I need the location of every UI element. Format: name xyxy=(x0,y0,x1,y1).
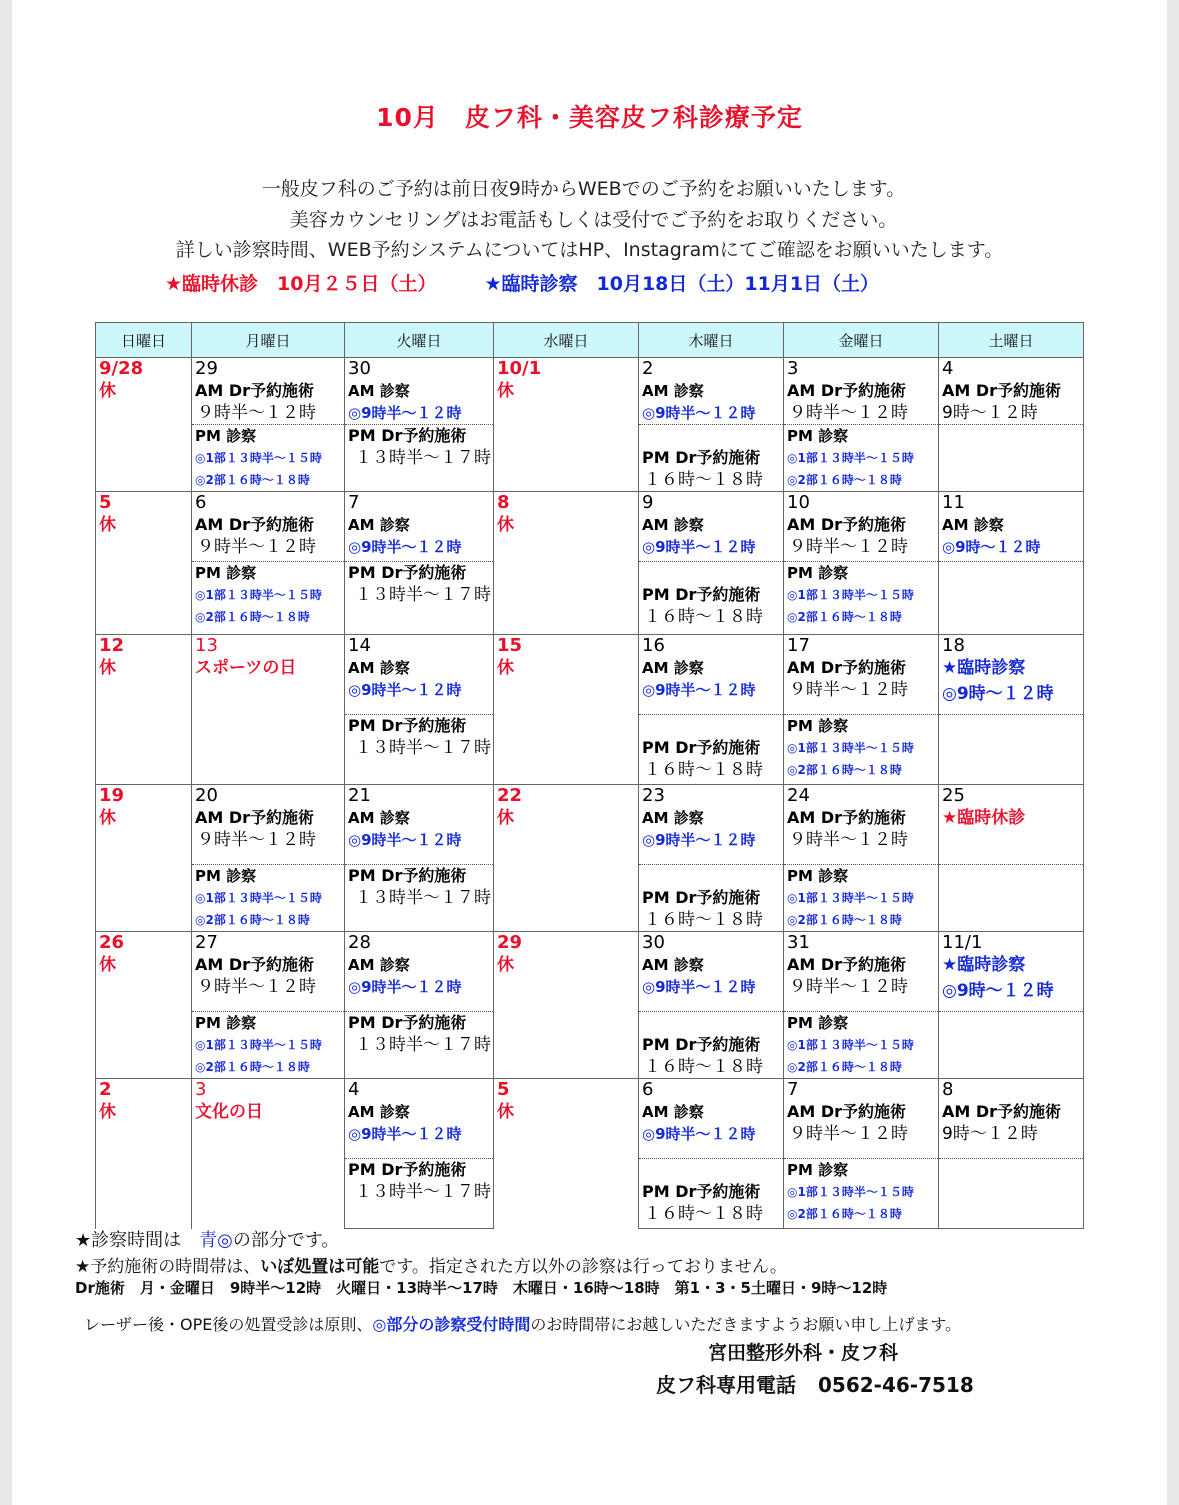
day-number: 14 xyxy=(348,635,371,656)
day-cell xyxy=(192,492,345,562)
pm-dr-time: １３時半～１７時 xyxy=(355,1035,491,1055)
pm-part1: ◎1部１３時半～１５時 xyxy=(787,891,914,905)
rinji-shinsatsu-label: ★臨時診察 xyxy=(942,658,1026,678)
day-cell xyxy=(494,1079,639,1229)
day-number: 10 xyxy=(787,492,810,513)
am-shinsatsu-label: AM 診察 xyxy=(348,659,410,677)
notice-web-booking: 一般皮フ科のご予約は前日夜9時からWEBでのご予約をお願いいたします。 xyxy=(261,178,906,200)
footer-text: の部分です。 xyxy=(232,1230,340,1251)
pm-dr-label: PM Dr予約施術 xyxy=(348,716,467,735)
footer-text: ★診察時間は xyxy=(75,1230,200,1251)
pm-shinsatsu-label: PM 診察 xyxy=(787,1161,849,1179)
pm-shinsatsu-label: PM 診察 xyxy=(195,427,257,445)
pm-dr-label: PM Dr予約施術 xyxy=(642,738,761,757)
day-number: 16 xyxy=(642,635,665,656)
pm-dr-label: PM Dr予約施術 xyxy=(348,1013,467,1032)
day-cell xyxy=(639,492,784,562)
pm-part1: ◎1部１３時半～１５時 xyxy=(195,1038,322,1052)
rinji-kyushin-label: ★臨時休診 xyxy=(942,808,1026,828)
day-cell xyxy=(96,492,192,635)
day-cell xyxy=(639,1159,784,1229)
day-number: 24 xyxy=(787,785,810,806)
closed-label: 休 xyxy=(99,1102,116,1122)
am-dr-label: AM Dr予約施術 xyxy=(195,515,315,534)
footer-blue-mark: 青◎ xyxy=(199,1230,233,1251)
day-cell xyxy=(494,635,639,785)
day-cell xyxy=(639,1079,784,1159)
holiday-label: 文化の日 xyxy=(195,1102,263,1122)
day-number: 11 xyxy=(942,492,965,513)
day-cell xyxy=(784,1012,939,1079)
week-row xyxy=(96,635,1084,715)
day-cell xyxy=(345,1159,494,1229)
day-cell xyxy=(192,865,345,932)
pm-dr-time: １６時～１８時 xyxy=(644,1204,763,1224)
day-cell xyxy=(639,715,784,785)
am-dr-label: AM Dr予約施術 xyxy=(787,658,907,677)
closed-label: 休 xyxy=(99,381,116,401)
closed-label: 休 xyxy=(99,808,116,828)
closed-label: 休 xyxy=(99,955,116,975)
day-cell xyxy=(96,932,192,1079)
am-shinsatsu-time: ◎9時半～１２時 xyxy=(348,831,462,849)
day-cell xyxy=(784,715,939,785)
pm-dr-time: １３時半～１７時 xyxy=(355,585,491,605)
day-cell xyxy=(96,358,192,492)
phone-label: 皮フ科専用電話 xyxy=(656,1373,796,1397)
day-cell xyxy=(639,785,784,865)
day-cell xyxy=(96,1079,192,1229)
day-cell xyxy=(784,785,939,865)
day-number: 3 xyxy=(195,1079,207,1100)
day-cell xyxy=(784,425,939,492)
pm-shinsatsu-label: PM 診察 xyxy=(787,1014,849,1032)
day-number: 4 xyxy=(942,358,954,379)
footer-text: です。指定された方以外の診察は行っておりません。 xyxy=(379,1257,787,1277)
am-dr-time: ９時半～１２時 xyxy=(197,977,316,997)
weekday-header xyxy=(96,323,1084,358)
pm-dr-time: １６時～１８時 xyxy=(644,607,763,627)
day-number: 20 xyxy=(195,785,218,806)
day-number: 29 xyxy=(497,932,523,953)
day-cell xyxy=(939,932,1084,1012)
notice-counseling: 美容カウンセリングはお電話もしくは受付でご予約をお取りください。 xyxy=(289,209,898,231)
pm-dr-time: １６時～１８時 xyxy=(644,1057,763,1077)
pm-dr-label: PM Dr予約施術 xyxy=(348,563,467,582)
day-cell xyxy=(192,425,345,492)
day-cell xyxy=(345,425,494,492)
day-cell xyxy=(784,865,939,932)
am-shinsatsu-time: ◎9時半～１２時 xyxy=(348,1125,462,1143)
day-cell xyxy=(784,562,939,635)
pm-part1: ◎1部１３時半～１５時 xyxy=(787,451,914,465)
pm-dr-label: PM Dr予約施術 xyxy=(642,1035,761,1054)
pm-shinsatsu-label: PM 診察 xyxy=(787,427,849,445)
special-dates xyxy=(165,269,879,296)
day-cell xyxy=(939,425,1084,492)
closed-label: 休 xyxy=(99,658,116,678)
am-dr-time: ９時半～１２時 xyxy=(789,403,908,423)
day-cell xyxy=(96,635,192,785)
am-dr-label: AM Dr予約施術 xyxy=(942,1102,1062,1121)
pm-part2: ◎2部１６時～１８時 xyxy=(195,913,310,927)
day-cell xyxy=(939,562,1084,635)
am-dr-time: ９時半～１２時 xyxy=(197,830,316,850)
day-number: 5 xyxy=(99,492,112,513)
day-cell xyxy=(639,635,784,715)
am-shinsatsu-time: ◎9時半～１２時 xyxy=(642,404,756,422)
weekday-sat: 土曜日 xyxy=(939,323,1084,358)
day-number: 2 xyxy=(99,1079,112,1100)
am-shinsatsu-label: AM 診察 xyxy=(348,382,410,400)
am-dr-time: ９時半～１２時 xyxy=(197,537,316,557)
am-shinsatsu-time: ◎9時～１２時 xyxy=(942,538,1041,556)
day-cell xyxy=(345,1079,494,1159)
pm-shinsatsu-label: PM 診察 xyxy=(195,564,257,582)
day-number: 31 xyxy=(787,932,810,953)
special-open: ★臨時診察 10月18日（土）11月1日（土） xyxy=(484,273,880,295)
am-shinsatsu-time: ◎9時半～１２時 xyxy=(642,538,756,556)
day-number: 8 xyxy=(942,1079,954,1100)
rinji-time: ◎9時～１２時 xyxy=(942,981,1054,1001)
day-number: 15 xyxy=(497,635,523,656)
closed-label: 休 xyxy=(99,515,116,535)
clinic-phone xyxy=(656,1369,974,1398)
day-cell xyxy=(494,492,639,635)
day-cell xyxy=(939,715,1084,785)
pm-part2: ◎2部１６時～１８時 xyxy=(787,913,902,927)
footer-text: レーザー後・OPE後の処置受診は原則、 xyxy=(84,1315,373,1334)
pm-dr-label: PM Dr予約施術 xyxy=(348,1160,467,1179)
pm-part2: ◎2部１６時～１８時 xyxy=(787,763,902,777)
rinji-shinsatsu-label: ★臨時診察 xyxy=(942,955,1026,975)
day-cell xyxy=(639,358,784,425)
day-number: 9/28 xyxy=(99,358,144,379)
day-number: 25 xyxy=(942,785,965,806)
schedule-calendar xyxy=(95,322,1084,1229)
phone-number: 0562-46-7518 xyxy=(818,1373,974,1397)
pm-part2: ◎2部１６時～１８時 xyxy=(195,473,310,487)
day-cell xyxy=(345,715,494,785)
pm-shinsatsu-label: PM 診察 xyxy=(195,867,257,885)
pm-part1: ◎1部１３時半～１５時 xyxy=(195,451,322,465)
pm-dr-label: PM Dr予約施術 xyxy=(642,585,761,604)
day-cell xyxy=(345,562,494,635)
day-cell xyxy=(345,1012,494,1079)
day-number: 27 xyxy=(195,932,218,953)
am-shinsatsu-time: ◎9時半～１２時 xyxy=(348,538,462,556)
closed-label: 休 xyxy=(497,381,514,401)
week-row xyxy=(96,1079,1084,1159)
day-cell xyxy=(345,785,494,865)
am-shinsatsu-label: AM 診察 xyxy=(642,956,704,974)
am-dr-label: AM Dr予約施術 xyxy=(942,381,1062,400)
pm-part2: ◎2部１６時～１８時 xyxy=(195,610,310,624)
week-row xyxy=(96,932,1084,1012)
pm-dr-time: １６時～１８時 xyxy=(644,760,763,780)
pm-dr-label: PM Dr予約施術 xyxy=(642,888,761,907)
pm-part2: ◎2部１６時～１８時 xyxy=(195,1060,310,1074)
footer-bold-text: いぼ処置は可能 xyxy=(260,1257,380,1277)
pm-dr-time: １３時半～１７時 xyxy=(355,888,491,908)
am-dr-time: ９時半～１２時 xyxy=(789,1124,908,1144)
am-shinsatsu-label: AM 診察 xyxy=(348,809,410,827)
weekday-fri: 金曜日 xyxy=(784,323,939,358)
day-cell xyxy=(345,358,494,425)
weekday-tue: 火曜日 xyxy=(345,323,494,358)
am-shinsatsu-time: ◎9時半～１２時 xyxy=(348,404,462,422)
day-cell xyxy=(96,785,192,932)
pm-dr-time: １６時～１８時 xyxy=(644,910,763,930)
day-number: 7 xyxy=(348,492,360,513)
day-cell xyxy=(639,562,784,635)
day-number: 29 xyxy=(195,358,218,379)
am-dr-time: ９時半～１２時 xyxy=(197,403,316,423)
day-number: 2 xyxy=(642,358,654,379)
day-cell xyxy=(192,1012,345,1079)
day-cell xyxy=(192,932,345,1012)
pm-part2: ◎2部１６時～１８時 xyxy=(787,610,902,624)
week-row xyxy=(96,785,1084,865)
am-dr-time: ９時半～１２時 xyxy=(789,830,908,850)
week-row xyxy=(96,358,1084,425)
day-cell xyxy=(784,932,939,1012)
day-cell xyxy=(345,635,494,715)
day-cell xyxy=(939,865,1084,932)
day-cell xyxy=(939,1079,1084,1159)
pm-part1: ◎1部１３時半～１５時 xyxy=(787,1185,914,1199)
day-cell xyxy=(939,358,1084,425)
day-cell xyxy=(939,1012,1084,1079)
pm-dr-time: １３時半～１７時 xyxy=(355,448,491,468)
weekday-wed: 水曜日 xyxy=(494,323,639,358)
day-cell xyxy=(494,785,639,932)
day-cell xyxy=(494,932,639,1079)
rinji-time: ◎9時～１２時 xyxy=(942,684,1054,704)
week-row xyxy=(96,492,1084,562)
am-shinsatsu-label: AM 診察 xyxy=(348,516,410,534)
am-sat-time: 9時～１２時 xyxy=(942,403,1038,423)
closed-label: 休 xyxy=(497,1102,514,1122)
am-shinsatsu-time: ◎9時半～１２時 xyxy=(642,831,756,849)
am-dr-time: ９時半～１２時 xyxy=(789,977,908,997)
am-shinsatsu-label: AM 診察 xyxy=(642,809,704,827)
day-number: 11/1 xyxy=(942,932,983,953)
day-cell xyxy=(192,1079,345,1229)
day-cell xyxy=(939,635,1084,715)
day-number: 19 xyxy=(99,785,125,806)
day-cell xyxy=(939,785,1084,865)
am-dr-label: AM Dr予約施術 xyxy=(787,1102,907,1121)
day-number: 6 xyxy=(642,1079,654,1100)
day-number: 26 xyxy=(99,932,125,953)
day-number: 21 xyxy=(348,785,371,806)
am-dr-label: AM Dr予約施術 xyxy=(787,515,907,534)
pm-dr-label: PM Dr予約施術 xyxy=(642,448,761,467)
day-cell xyxy=(345,492,494,562)
footer-blue-text: ◎部分の診察受付時間 xyxy=(372,1315,531,1334)
day-cell xyxy=(639,932,784,1012)
weekday-sun: 日曜日 xyxy=(96,323,192,358)
day-number: 17 xyxy=(787,635,810,656)
am-shinsatsu-label: AM 診察 xyxy=(942,516,1004,534)
day-cell xyxy=(345,932,494,1012)
day-cell xyxy=(939,1159,1084,1229)
closed-label: 休 xyxy=(497,515,514,535)
day-cell xyxy=(494,358,639,492)
pm-part2: ◎2部１６時～１８時 xyxy=(787,1060,902,1074)
day-cell xyxy=(784,1159,939,1229)
am-shinsatsu-label: AM 診察 xyxy=(348,956,410,974)
pm-dr-time: １３時半～１７時 xyxy=(355,738,491,758)
pm-shinsatsu-label: PM 診察 xyxy=(787,564,849,582)
day-number: 23 xyxy=(642,785,665,806)
day-number: 30 xyxy=(348,358,371,379)
footer-text: のお時間帯にお越しいただきますようお願い申し上げます。 xyxy=(530,1315,962,1334)
day-number: 7 xyxy=(787,1079,799,1100)
closed-label: 休 xyxy=(497,808,514,828)
pm-shinsatsu-label: PM 診察 xyxy=(787,717,849,735)
day-cell xyxy=(939,492,1084,562)
am-shinsatsu-label: AM 診察 xyxy=(642,659,704,677)
day-cell xyxy=(784,358,939,425)
day-number: 3 xyxy=(787,358,799,379)
day-number: 22 xyxy=(497,785,523,806)
day-cell xyxy=(639,425,784,492)
pm-part1: ◎1部１３時半～１５時 xyxy=(787,741,914,755)
page-title: 10月 皮フ科・美容皮フ科診療予定 xyxy=(376,103,803,132)
pm-shinsatsu-label: PM 診察 xyxy=(787,867,849,885)
am-shinsatsu-label: AM 診察 xyxy=(348,1103,410,1121)
day-cell xyxy=(192,562,345,635)
pm-part1: ◎1部１３時半～１５時 xyxy=(195,588,322,602)
am-dr-time: ９時半～１２時 xyxy=(789,537,908,557)
pm-part1: ◎1部１３時半～１５時 xyxy=(787,588,914,602)
footer-text: ★予約施術の時間帯は、 xyxy=(75,1257,261,1277)
weekday-thu: 木曜日 xyxy=(639,323,784,358)
day-number: 8 xyxy=(497,492,510,513)
special-closed: ★臨時休診 10月２５日（土） xyxy=(165,273,437,295)
pm-part2: ◎2部１６時～１８時 xyxy=(787,473,902,487)
am-shinsatsu-label: AM 診察 xyxy=(642,1103,704,1121)
am-shinsatsu-time: ◎9時半～１２時 xyxy=(642,1125,756,1143)
pm-dr-time: １３時半～１７時 xyxy=(355,1182,491,1202)
am-dr-label: AM Dr予約施術 xyxy=(195,381,315,400)
day-cell xyxy=(784,492,939,562)
pm-dr-time: １６時～１８時 xyxy=(644,470,763,490)
clinic-name: 宮田整形外科・皮フ科 xyxy=(708,1342,899,1364)
am-shinsatsu-time: ◎9時半～１２時 xyxy=(642,978,756,996)
day-cell xyxy=(192,785,345,865)
footer-note-procedures xyxy=(75,1252,787,1277)
day-number: 6 xyxy=(195,492,207,513)
pm-part2: ◎2部１６時～１８時 xyxy=(787,1207,902,1221)
closed-label: 休 xyxy=(497,955,514,975)
pm-dr-label: PM Dr予約施術 xyxy=(642,1182,761,1201)
footer-aftercare xyxy=(84,1312,961,1335)
pm-shinsatsu-label: PM 診察 xyxy=(195,1014,257,1032)
pm-part1: ◎1部１３時半～１５時 xyxy=(787,1038,914,1052)
day-number: 18 xyxy=(942,635,965,656)
am-shinsatsu-time: ◎9時半～１２時 xyxy=(348,681,462,699)
am-shinsatsu-time: ◎9時半～１２時 xyxy=(348,978,462,996)
day-number: 4 xyxy=(348,1079,360,1100)
weekday-mon: 月曜日 xyxy=(192,323,345,358)
am-dr-label: AM Dr予約施術 xyxy=(195,808,315,827)
am-dr-time: ９時半～１２時 xyxy=(789,680,908,700)
day-cell xyxy=(784,1079,939,1159)
footer-note-hours xyxy=(75,1226,339,1252)
day-number: 5 xyxy=(497,1079,510,1100)
day-number: 10/1 xyxy=(497,358,542,379)
day-cell xyxy=(784,635,939,715)
am-dr-label: AM Dr予約施術 xyxy=(787,808,907,827)
notice-details: 詳しい診察時間、WEB予約システムについてはHP、Instagramにてご確認をお願いいたします。 xyxy=(175,239,1004,261)
day-number: 13 xyxy=(195,635,218,656)
day-cell xyxy=(192,358,345,425)
footer-dr-schedule: Dr施術 月・金曜日 9時半～12時 火曜日・13時半～17時 木曜日・16時～18時 第1・3・5土曜日・9時～12時 xyxy=(75,1279,888,1297)
day-cell xyxy=(345,865,494,932)
day-number: 12 xyxy=(99,635,125,656)
am-sat-time: 9時～１２時 xyxy=(942,1124,1038,1144)
am-shinsatsu-time: ◎9時半～１２時 xyxy=(642,681,756,699)
am-shinsatsu-label: AM 診察 xyxy=(642,382,704,400)
am-dr-label: AM Dr予約施術 xyxy=(787,955,907,974)
day-cell xyxy=(639,1012,784,1079)
closed-label: 休 xyxy=(497,658,514,678)
day-number: 30 xyxy=(642,932,665,953)
am-dr-label: AM Dr予約施術 xyxy=(195,955,315,974)
pm-dr-label: PM Dr予約施術 xyxy=(348,426,467,445)
am-shinsatsu-label: AM 診察 xyxy=(642,516,704,534)
day-cell xyxy=(192,635,345,785)
day-cell xyxy=(639,865,784,932)
am-dr-label: AM Dr予約施術 xyxy=(787,381,907,400)
day-number: 9 xyxy=(642,492,654,513)
holiday-label: スポーツの日 xyxy=(195,658,297,678)
day-number: 28 xyxy=(348,932,371,953)
pm-dr-label: PM Dr予約施術 xyxy=(348,866,467,885)
pm-part1: ◎1部１３時半～１５時 xyxy=(195,891,322,905)
